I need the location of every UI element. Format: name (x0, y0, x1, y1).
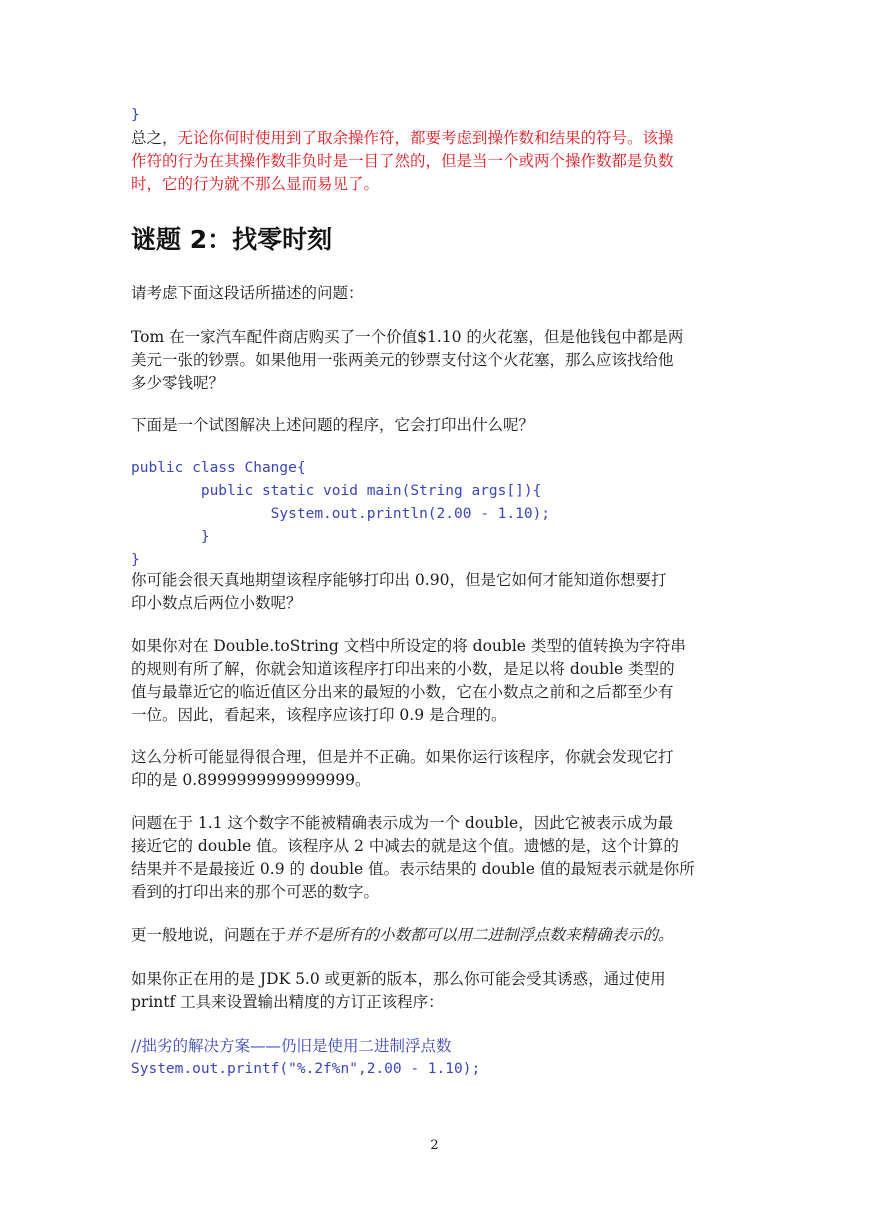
code-line: System.out.printf("%.2f%n",2.00 - 1.10); (131, 1061, 481, 1077)
paragraph-line: 看到的打印出来的那个可恶的数字。 (131, 883, 380, 901)
question-paragraph (131, 414, 741, 437)
code-line: } (131, 529, 210, 545)
summary-line-3: 时，它的行为就不那么显而易见了。 (131, 175, 380, 193)
summary-red-text: 无论你何时使用到了取余操作符，都要考虑到操作数和结果的符号。该操 (177, 129, 674, 147)
paragraph-line: 你可能会很天真地期望该程序能够打印出 0.90，但是它如何才能知道你想要打 (131, 571, 667, 589)
code-line: public static void main(String args[]){ (131, 483, 542, 499)
problem-line-1: Tom 在一家汽车配件商店购买了一个价值$1.10 的火花塞，但是他钱包中都是两 (131, 328, 684, 346)
paragraph-line: 问题在于 1.1 这个数字不能被精确表示成为一个 double，因此它被表示成为最 (131, 814, 674, 832)
paragraph-line: 值与最靠近它的临近值区分出来的最短的小数，它在小数点之前和之后都至少有 (131, 683, 674, 701)
paragraph-line: 接近它的 double 值。该程序从 2 中减去的就是这个值。遗憾的是，这个计算的 (131, 837, 679, 855)
paragraph-line (131, 924, 741, 947)
summary-prefix: 总之， (131, 129, 178, 147)
code-line: } (131, 107, 140, 123)
code-line: } (131, 552, 140, 568)
paragraph-line: 印小数点后两位小数呢？ (131, 594, 302, 612)
question-line: 下面是一个试图解决上述问题的程序，它会打印出什么呢？ (131, 416, 535, 434)
code-block-change (131, 457, 741, 572)
summary-line-1 (131, 127, 741, 150)
code-comment: //拙劣的解决方案——仍旧是使用二进制浮点数 (131, 1037, 452, 1055)
general-prefix: 更一般地说，问题在于 (131, 926, 287, 944)
code-line: System.out.println(2.00 - 1.10); (131, 506, 551, 522)
code-fragment-top (131, 104, 741, 127)
paragraph-tostring (131, 635, 741, 727)
page-number: 2 (430, 1138, 439, 1153)
code-block-printf (131, 1035, 741, 1081)
paragraph-actual-output (131, 746, 741, 792)
paragraph-line: printf 工具来设置输出精度的方订正该程序： (131, 993, 444, 1011)
paragraph-line: 印的是 0.8999999999999999。 (131, 771, 371, 789)
problem-line-2: 美元一张的钞票。如果他用一张两美元的钞票支付这个火花塞，那么应该找给他 (131, 351, 674, 369)
summary-line-2: 作符的行为在其操作数非负时是一目了然的，但是当一个或两个操作数都是负数 (131, 152, 674, 170)
paragraph-line: 这么分析可能显得很合理，但是并不正确。如果你运行该程序，你就会发现它打 (131, 748, 674, 766)
paragraph-printf (131, 968, 741, 1014)
summary-paragraph (131, 127, 741, 196)
paragraph-expectation (131, 569, 741, 615)
intro-line: 请考虑下面这段话所描述的问题： (131, 284, 364, 302)
section-heading: 谜题 2：找零时刻 (131, 225, 333, 254)
problem-line-3: 多少零钱呢？ (131, 374, 225, 392)
intro-paragraph (131, 282, 741, 305)
paragraph-line: 一位。因此，看起来，该程序应该打印 0.9 是合理的。 (131, 706, 507, 724)
general-emphasis: 并不是所有的小数都可以用二进制浮点数来精确表示的。 (286, 926, 674, 944)
code-line: public class Change{ (131, 460, 306, 476)
paragraph-line: 如果你对在 Double.toString 文档中所设定的将 double 类型的值转换为字符串 (131, 637, 686, 655)
paragraph-general (131, 924, 741, 947)
problem-paragraph (131, 326, 741, 395)
paragraph-line: 如果你正在用的是 JDK 5.0 或更新的版本，那么你可能会受其诱惑，通过使用 (131, 970, 666, 988)
paragraph-line: 结果并不是最接近 0.9 的 double 值。表示结果的 double 值的最短表示就是你所 (131, 860, 695, 878)
paragraph-line: 的规则有所了解，你就会知道该程序打印出来的小数，是足以将 double 类型的 (131, 660, 675, 678)
paragraph-explanation (131, 812, 741, 904)
